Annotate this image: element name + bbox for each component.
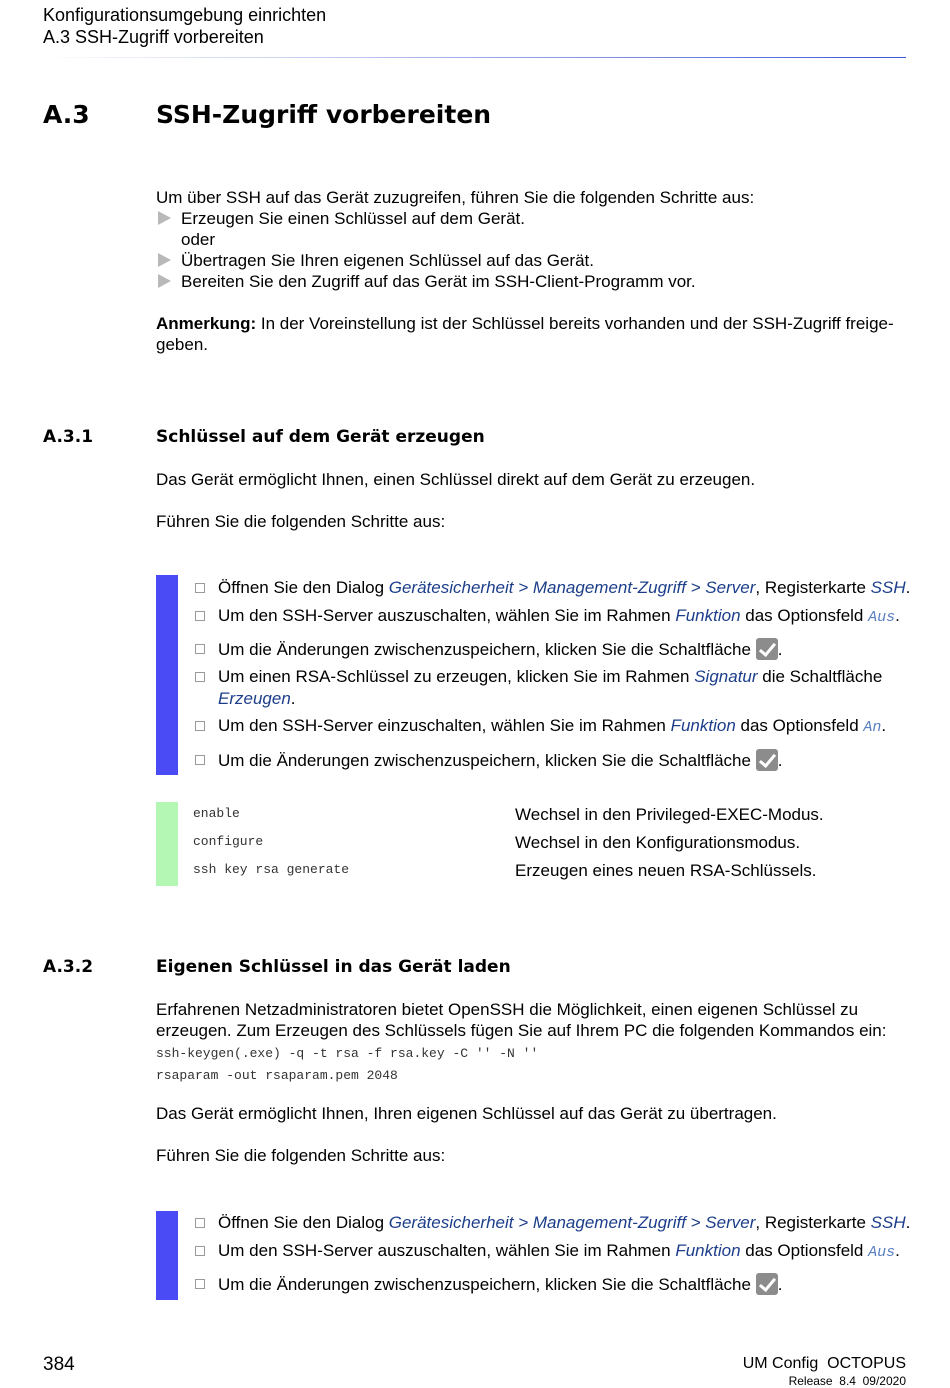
paragraph: Führen Sie die folgenden Schritte aus:: [156, 1146, 446, 1165]
section-number: A.3: [43, 100, 90, 129]
bullet-item: Bereiten Sie den Zugriff auf das Gerät im SSH-Client-Programm vor.: [181, 272, 696, 291]
subsection-number: A.3.1: [43, 427, 94, 447]
step-item-continuation: Erzeugen.: [218, 689, 296, 708]
checkbox-icon: [195, 1246, 205, 1256]
note: [156, 313, 894, 334]
subsection-title: Eigenen Schlüssel in das Gerät laden: [156, 957, 511, 977]
checkmark-button-icon: [756, 638, 778, 660]
checkbox-icon: [195, 755, 205, 765]
ui-frame: Funktion: [675, 1241, 741, 1260]
note-continuation: geben.: [156, 335, 208, 354]
header-rule: [43, 57, 906, 58]
ui-tab: SSH: [870, 578, 906, 597]
paragraph: Das Gerät ermöglicht Ihnen, Ihren eigenen Schlüssel auf das Gerät zu übertragen.: [156, 1104, 777, 1123]
cli-command: configure: [193, 834, 264, 849]
step-item: Um die Änderungen zwischenzuspeichern, klicken Sie die Schaltfläche .: [218, 1275, 783, 1294]
code-line: ssh-keygen(.exe) -q -t rsa -f rsa.key -C '' -N '': [156, 1046, 539, 1061]
running-header-chapter: Konfigurationsumgebung einrichten: [43, 5, 327, 25]
triangle-bullet-icon: [158, 253, 171, 267]
note-text: In der Voreinstellung ist der Schlüssel bereits vorhanden und der SSH-Zugriff freige-: [256, 314, 894, 333]
ui-option-value: An: [863, 719, 882, 736]
step-item: Um den SSH-Server einzuschalten, wählen Sie im Rahmen Funktion das Optionsfeld An.: [218, 716, 887, 736]
checkbox-icon: [195, 721, 205, 731]
note-label: Anmerkung:: [156, 314, 257, 333]
checkmark-button-icon: [756, 1273, 778, 1295]
step-item: Um einen RSA-Schlüssel zu erzeugen, klicken Sie im Rahmen Signatur die Schaltfläche: [218, 667, 883, 686]
paragraph: Das Gerät ermöglicht Ihnen, einen Schlüssel direkt auf dem Gerät zu erzeugen.: [156, 470, 756, 489]
ui-frame: Funktion: [670, 716, 736, 735]
subsection-title: Schlüssel auf dem Gerät erzeugen: [156, 427, 485, 447]
ui-option-value: Aus: [868, 609, 896, 626]
running-header-section: A.3 SSH-Zugriff vorbereiten: [43, 27, 264, 47]
ui-path: Gerätesicherheit > Management-Zugriff > Server: [388, 1213, 756, 1232]
ui-frame: Funktion: [675, 606, 741, 625]
cli-command: enable: [193, 806, 240, 821]
cli-description: Wechsel in den Konfigurationsmodus.: [515, 833, 801, 852]
step-item: Öffnen Sie den Dialog Gerätesicherheit > Management-Zugriff > Server, Registerkarte SSH.: [218, 578, 911, 597]
checkbox-icon: [195, 672, 205, 682]
step-item: Um die Änderungen zwischenzuspeichern, klicken Sie die Schaltfläche .: [218, 640, 783, 659]
step-bar: [156, 575, 178, 775]
checkmark-button-icon: [756, 749, 778, 771]
footer-doc-title: UM Config OCTOPUS: [742, 1355, 906, 1372]
page-number: 384: [43, 1354, 75, 1375]
ui-frame: Signatur: [694, 667, 758, 686]
step-item: Um den SSH-Server auszuschalten, wählen Sie im Rahmen Funktion das Optionsfeld Aus.: [218, 1241, 900, 1261]
section-title: SSH-Zugriff vorbereiten: [156, 100, 492, 129]
checkbox-icon: [195, 644, 205, 654]
subsection-number: A.3.2: [43, 957, 94, 977]
ui-button-name: Erzeugen: [218, 689, 291, 708]
bullet-item: Übertragen Sie Ihren eigenen Schlüssel auf das Gerät.: [181, 251, 594, 270]
ui-tab: SSH: [870, 1213, 906, 1232]
step-item: Um den SSH-Server auszuschalten, wählen Sie im Rahmen Funktion das Optionsfeld Aus.: [218, 606, 900, 626]
paragraph: Führen Sie die folgenden Schritte aus:: [156, 512, 446, 531]
code-line: rsaparam -out rsaparam.pem 2048: [156, 1068, 398, 1083]
paragraph: Erfahrenen Netzadministratoren bietet OpenSSH die Möglichkeit, einen eigenen Schlüssel zu: [156, 1000, 859, 1019]
bullet-or: oder: [181, 230, 216, 249]
cli-command: ssh key rsa generate: [193, 862, 350, 877]
checkbox-icon: [195, 1218, 205, 1228]
step-bar: [156, 1211, 178, 1300]
ui-option-value: Aus: [868, 1244, 896, 1261]
checkbox-icon: [195, 583, 205, 593]
step-item: Öffnen Sie den Dialog Gerätesicherheit > Management-Zugriff > Server, Registerkarte SSH.: [218, 1213, 911, 1232]
triangle-bullet-icon: [158, 211, 171, 225]
triangle-bullet-icon: [158, 274, 171, 288]
cli-description: Wechsel in den Privileged-EXEC-Modus.: [515, 805, 824, 824]
cli-bar: [156, 802, 178, 886]
checkbox-icon: [195, 611, 205, 621]
cli-description: Erzeugen eines neuen RSA-Schlüssels.: [515, 861, 817, 880]
footer-release: Release 8.4 09/2020: [788, 1374, 906, 1388]
bullet-item: Erzeugen Sie einen Schlüssel auf dem Gerät.: [181, 209, 525, 228]
step-item: Um die Änderungen zwischenzuspeichern, klicken Sie die Schaltfläche .: [218, 751, 783, 770]
checkbox-icon: [195, 1279, 205, 1289]
ui-path: Gerätesicherheit > Management-Zugriff > Server: [388, 578, 756, 597]
section-intro: Um über SSH auf das Gerät zuzugreifen, führen Sie die folgenden Schritte aus:: [156, 188, 755, 207]
paragraph-continuation: erzeugen. Zum Erzeugen des Schlüssels fügen Sie auf Ihrem PC die folgenden Kommandos ein:: [156, 1021, 887, 1040]
